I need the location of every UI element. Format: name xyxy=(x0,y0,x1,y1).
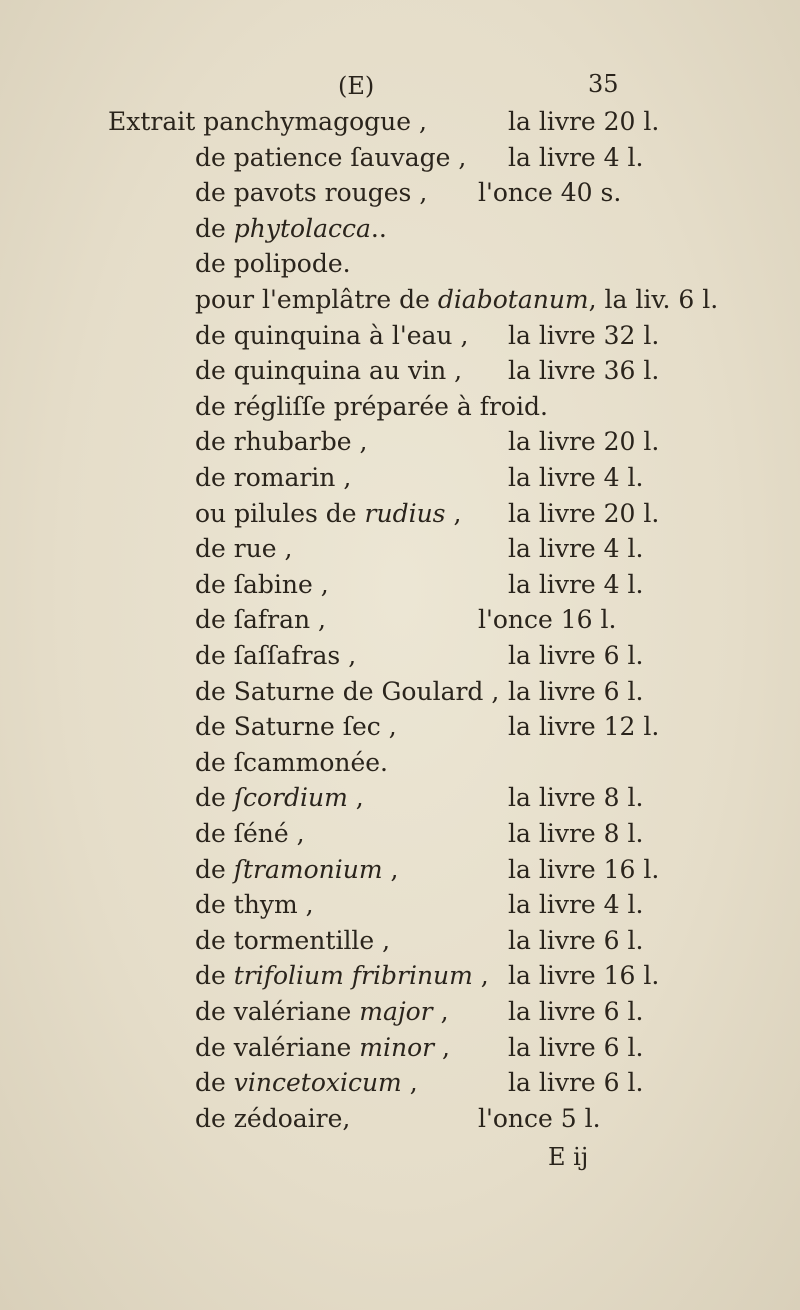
list-item xyxy=(0,141,800,175)
item-name-latin: rudius xyxy=(364,498,446,528)
item-name-text: de xyxy=(195,961,234,991)
item-name-latin: major xyxy=(359,997,433,1026)
item-name-text: de quinquina à l'eau , xyxy=(195,320,469,350)
list-item xyxy=(0,746,800,780)
item-name-tail: , xyxy=(401,1068,418,1098)
list-item xyxy=(0,781,800,815)
item-name-tail: , la liv. 6 l. xyxy=(588,285,719,314)
item-name-text: de valériane xyxy=(195,997,360,1026)
item-name xyxy=(195,639,356,673)
item-name-text: de tormentille , xyxy=(195,925,391,955)
item-name-text: ou pilules de xyxy=(195,498,365,528)
list-item xyxy=(0,1102,800,1136)
item-price: l'once 40 s. xyxy=(478,178,622,208)
item-name xyxy=(195,924,390,958)
list-item xyxy=(0,425,800,459)
item-name-tail: , xyxy=(347,783,364,813)
item-name-text: de Saturne de Goulard , xyxy=(195,676,500,706)
item-name xyxy=(195,710,397,744)
item-name-latin: diabotanum xyxy=(437,285,589,314)
item-price: la livre 8 l. xyxy=(508,819,644,848)
item-name xyxy=(195,781,364,815)
item-name xyxy=(195,1102,350,1136)
item-name-latin: ſcordium xyxy=(233,783,348,813)
item-name xyxy=(195,319,468,353)
item-name xyxy=(195,603,326,637)
item-name xyxy=(108,105,427,139)
item-name xyxy=(195,425,367,459)
item-name-text: de xyxy=(195,213,234,243)
item-name xyxy=(195,497,461,531)
item-name-latin: vincetoxicum xyxy=(233,1068,402,1098)
item-price: la livre 4 l. xyxy=(508,569,644,599)
list-item xyxy=(0,390,800,424)
item-name-text: de valériane xyxy=(195,1032,360,1062)
list-item xyxy=(0,319,800,353)
item-name xyxy=(195,390,548,424)
item-price: la livre 6 l. xyxy=(508,997,644,1026)
list-item xyxy=(0,924,800,958)
list-item xyxy=(0,461,800,495)
list-item xyxy=(0,247,800,281)
item-name xyxy=(195,888,314,922)
item-name-text: de rhubarbe , xyxy=(195,427,368,457)
item-name xyxy=(195,461,351,495)
item-name-latin: phytolacca xyxy=(233,213,371,243)
list-item xyxy=(0,176,800,210)
item-price: la livre 16 l. xyxy=(508,854,660,884)
item-name-text: de thym , xyxy=(195,890,314,920)
item-name-tail: , xyxy=(382,854,399,884)
item-name-text: Extrait panchymagogue , xyxy=(108,107,427,136)
item-name-text: de quinquina au vin , xyxy=(195,356,463,386)
list-item xyxy=(0,568,800,602)
signature-mark: E ij xyxy=(548,1143,589,1171)
list-item xyxy=(0,710,800,744)
item-name xyxy=(195,354,462,388)
item-name-text: de zédoaire, xyxy=(195,1103,351,1133)
item-name-text: de régliſſe préparée à froid. xyxy=(195,391,548,421)
item-price: la livre 4 l. xyxy=(508,534,644,564)
item-price: la livre 16 l. xyxy=(508,961,660,991)
section-mark: (E) xyxy=(338,72,375,100)
page-number: 35 xyxy=(588,70,619,98)
item-name-tail: , xyxy=(432,997,449,1026)
item-name xyxy=(195,746,388,780)
list-item xyxy=(0,212,800,246)
item-name-text: de polipode. xyxy=(195,249,351,279)
list-item xyxy=(0,853,800,887)
item-price: l'once 16 l. xyxy=(478,605,617,635)
item-name-text: de patience ſauvage , xyxy=(195,142,467,172)
item-price: la livre 6 l. xyxy=(508,925,644,955)
list-item xyxy=(0,283,800,317)
list-item xyxy=(0,995,800,1029)
item-name-text: de xyxy=(195,854,234,884)
item-name-tail: , xyxy=(445,498,462,528)
item-name-tail: .. xyxy=(370,213,387,243)
item-name-text: de ſafran , xyxy=(195,605,327,635)
item-price: la livre 6 l. xyxy=(508,676,644,706)
list-item xyxy=(0,105,800,139)
item-name-text: pour l'emplâtre de xyxy=(195,285,438,314)
list-item xyxy=(0,888,800,922)
item-price: l'once 5 l. xyxy=(478,1103,601,1133)
item-name xyxy=(195,532,293,566)
list-item xyxy=(0,1066,800,1100)
list-item xyxy=(0,959,800,993)
item-name xyxy=(195,853,398,887)
list-item xyxy=(0,639,800,673)
item-name-text: de ſcammonée. xyxy=(195,747,389,777)
item-price: la livre 4 l. xyxy=(508,890,644,920)
list-item xyxy=(0,1031,800,1065)
item-name xyxy=(195,568,329,602)
item-name-latin: minor xyxy=(359,1032,435,1062)
item-name-text: de ſabine , xyxy=(195,569,329,599)
item-price: la livre 20 l. xyxy=(508,107,660,136)
item-price: la livre 12 l. xyxy=(508,712,660,742)
item-name xyxy=(195,283,718,317)
item-name xyxy=(195,675,499,709)
item-price: la livre 8 l. xyxy=(508,783,644,813)
item-name xyxy=(195,995,449,1029)
item-price: la livre 6 l. xyxy=(508,1068,644,1098)
item-price: la livre 20 l. xyxy=(508,498,660,528)
item-name-text: de ſéné , xyxy=(195,819,305,848)
list-item xyxy=(0,675,800,709)
item-price: la livre 32 l. xyxy=(508,320,660,350)
item-name xyxy=(195,1031,450,1065)
item-name xyxy=(195,247,351,281)
item-name-text: de pavots rouges , xyxy=(195,178,428,208)
item-name xyxy=(195,212,387,246)
list-item xyxy=(0,532,800,566)
item-name-text: de romarin , xyxy=(195,463,352,492)
item-name-tail: , xyxy=(472,961,489,991)
item-name-text: de xyxy=(195,1068,234,1098)
item-name xyxy=(195,959,489,993)
list-item xyxy=(0,817,800,851)
item-name-latin: ſtramonium xyxy=(233,854,383,884)
item-name-tail: , xyxy=(434,1032,450,1062)
item-name-text: de ſaſſafras , xyxy=(195,641,357,670)
item-name xyxy=(195,1066,418,1100)
list-item xyxy=(0,354,800,388)
list-item xyxy=(0,497,800,531)
item-name xyxy=(195,817,305,851)
item-name-text: de Saturne ſec , xyxy=(195,712,397,742)
item-name-text: de rue , xyxy=(195,534,293,564)
list-item xyxy=(0,603,800,637)
item-price: la livre 4 l. xyxy=(508,463,644,492)
item-price: la livre 4 l. xyxy=(508,142,644,172)
item-name xyxy=(195,176,427,210)
item-price: la livre 6 l. xyxy=(508,641,644,670)
item-name-latin: trifolium fribrinum xyxy=(233,961,473,991)
item-name-text: de xyxy=(195,783,234,813)
item-price: la livre 6 l. xyxy=(508,1032,644,1062)
item-price: la livre 20 l. xyxy=(508,427,660,457)
item-name xyxy=(195,141,466,175)
item-price: la livre 36 l. xyxy=(508,356,660,386)
